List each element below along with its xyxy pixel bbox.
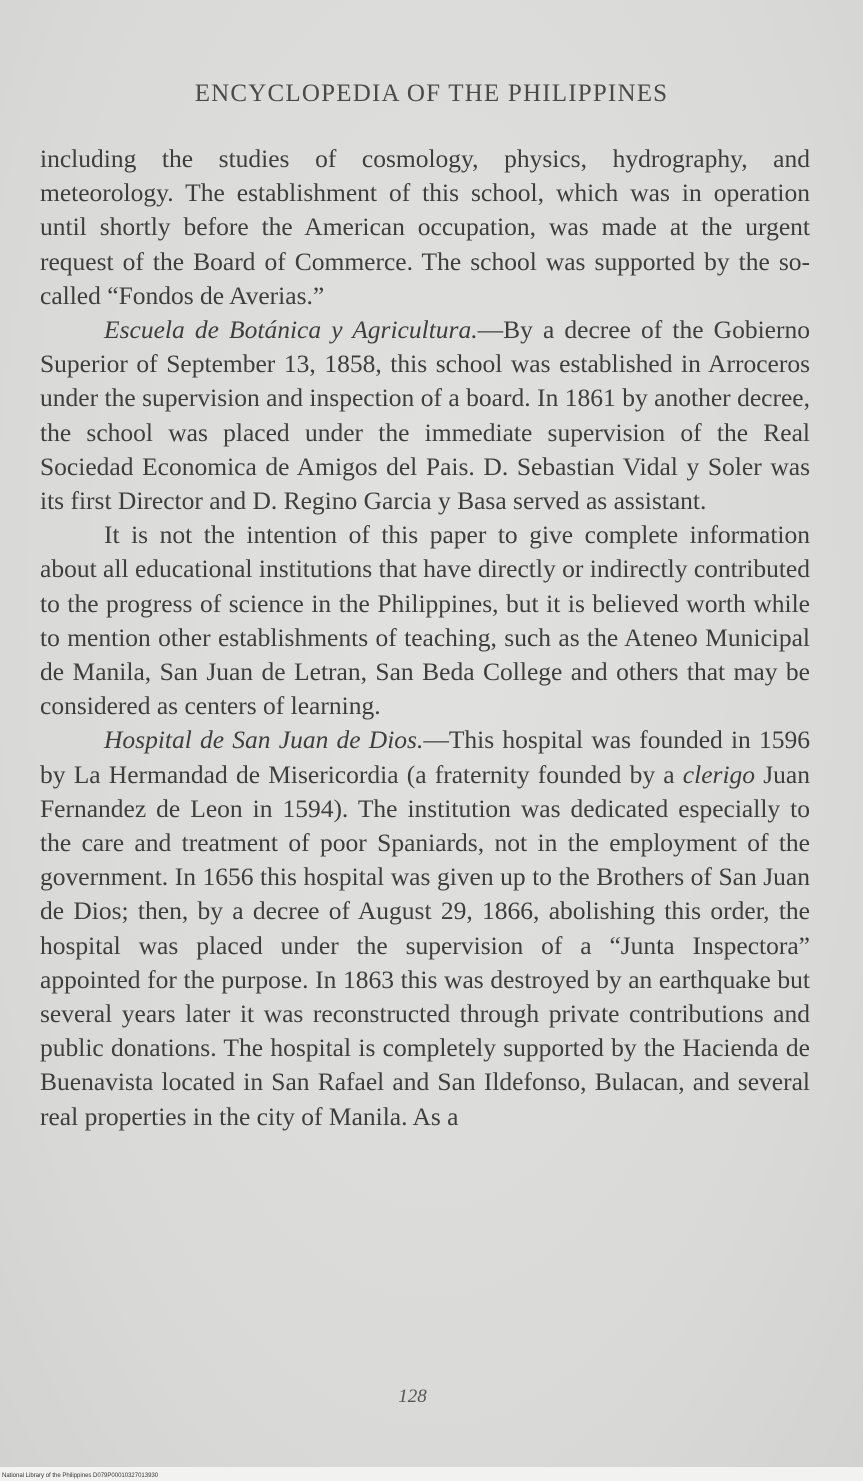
italic-word-clerigo: clerigo <box>682 759 756 789</box>
paragraph-escuela-botanica <box>40 313 810 518</box>
running-title: ENCYCLOPEDIA OF THE PHILIPPINES <box>194 80 669 107</box>
paragraph-text: —This hospital was founded in 1596 by La Hermandad de Misericordia (a fraternity founded by a <box>40 725 810 789</box>
paragraph-text: Juan Fernandez de Leon in 1594). The institution was dedicated especially to the care and treatment of poor Spaniards, not in the employment of the government. In 1656 this hospital was given up to the Brothers of San Juan de Dios; then, by a decree of August 29, 1866, abolishing this order, the hospital was placed under the supervision of a “Junta Inspectora” appointed for the purpose. In 1863 this was destroyed by an earthquake but several years later it was reconstructed through private contributions and public donations. The hospital is completely supported by the Hacienda de Buenavista located in San Rafael and San Ildefonso, Bulacan, and several real properties in the city of Manila. As a <box>40 759 810 1131</box>
paragraph-text: It is not the intention of this paper to give complete information about all educational institutions that have directly or indirectly contributed to the progress of science in the Philippines, but it is believed worth while to mention other establishments of teaching, such as the Ateneo Municipal de Manila, San Juan de Letran, San Beda College and others that may be considered as centers of learning. <box>40 520 810 721</box>
paragraph-text: —By a decree of the Gobierno Superior of September 13, 1858, this school was established in Arroceros under the supervision and inspection of a board. In 1861 by another decree, the school was placed under the immediate supervision of the Real Sociedad Economica de Amigos del Pais. D. Sebastian Vidal y Soler was its first Director and D. Regino Garcia y Basa served as assistant. <box>40 315 810 516</box>
paragraph-intention <box>40 518 810 723</box>
scan-footer-strip <box>0 1467 863 1481</box>
paragraph-text: including the studies of cosmology, physics, hydrography, and meteorology. The establishment of this school, which was in operation until shortly before the American occupation, was made at the urgent request of the Board of Commerce. The school was supported by the so-called “Fondos de Averias.” <box>40 144 810 310</box>
section-heading-hospital-san-juan: Hospital de San Juan de Dios. <box>104 725 424 755</box>
scan-note: National Library of the Philippines D079P00010327013930 <box>2 1473 159 1479</box>
paragraph-hospital-san-juan <box>40 723 810 1133</box>
paragraph-cosmology <box>40 142 810 313</box>
page-number: 128 <box>398 1386 427 1407</box>
body-text <box>40 142 810 1134</box>
section-heading-escuela-botanica: Escuela de Botánica y Agricultura. <box>104 315 478 345</box>
